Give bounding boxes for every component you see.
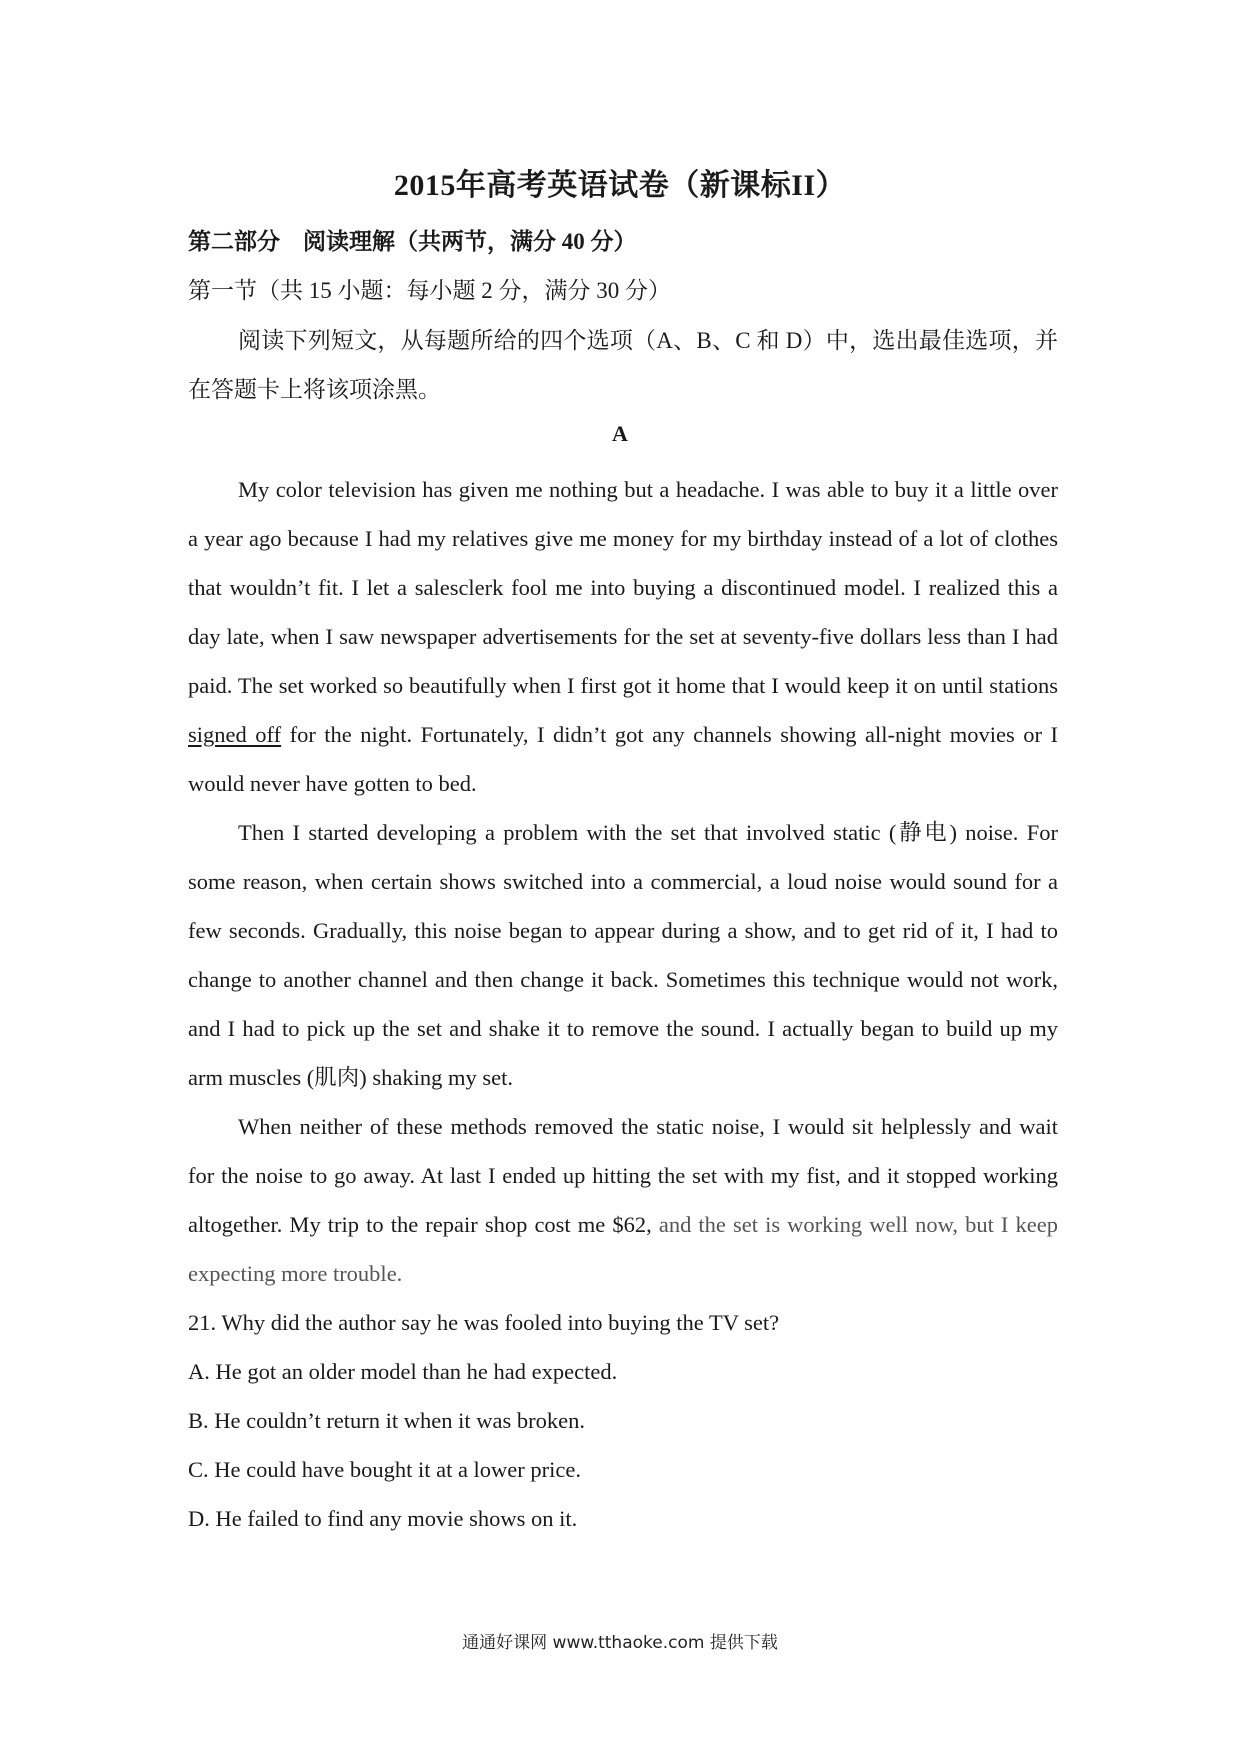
paragraph-3-text: When neither of these methods removed the static noise, I would sit helplessly and wait for the noise to go away. At last I ended up hitting the set with my fist, and it stopped working altogether. My trip to the repair shop cost me $62, <box>188 1114 1058 1237</box>
passage-paragraph-3 <box>188 1102 1058 1298</box>
option-c: C. He could have bought it at a lower price. <box>188 1457 582 1482</box>
section-heading: 第二部分 阅读理解（共两节，满分 40 分） <box>188 229 637 254</box>
option-b: B. He couldn’t return it when it was broken. <box>188 1408 586 1433</box>
paragraph-3-text-end: and the set is working well now, but I keep expecting more trouble. <box>188 1212 1058 1286</box>
paragraph-1-text-end: for the night. Fortunately, I didn’t got any channels showing all-night movies or I would never have gotten to bed. <box>188 722 1058 796</box>
option-d: D. He failed to find any movie shows on it. <box>188 1506 578 1531</box>
passage-paragraph-1 <box>188 465 1058 808</box>
passage-label: A <box>612 421 628 446</box>
exam-title: 2015年高考英语试卷（新课标II） <box>393 169 847 202</box>
underlined-phrase: signed off <box>188 722 282 747</box>
instructions: 阅读下列短文，从每题所给的四个选项（A、B、C 和 D）中，选出最佳选项，并在答题卡上将该项涂黑。 <box>188 328 1058 402</box>
option-a: A. He got an older model than he had expected. <box>188 1359 618 1384</box>
paragraph-1-text: My color television has given me nothing but a headache. I was able to buy it a little over a year ago because I had my relatives give me money for my birthday instead of a lot of clothes that wouldn’t fit. I let a salesclerk fool me into buying a discontinued model. I realized this a day late, when I saw newspaper advertisements for the set at seventy-five dollars less than I had paid. The set worked so beautifully when I first got it home that I would keep it on until stations <box>188 477 1058 698</box>
reading-passage <box>188 465 1058 1298</box>
question-21 <box>188 1298 1068 1543</box>
subsection-heading: 第一节（共 15 小题：每小题 2 分，满分 30 分） <box>188 278 671 303</box>
question-stem: 21. Why did the author say he was fooled into buying the TV set? <box>188 1310 780 1335</box>
download-footer: 通通好课网 www.tthaoke.com 提供下载 <box>462 1633 778 1653</box>
passage-paragraph-2: Then I started developing a problem with the set that involved static (静电) noise. For some reason, when certain shows switched into a commercial, a loud noise would sound for a few seconds. Gradually, this noise began to appear during a show, and to get rid of it, I had to change to another channel and then change it back. Sometimes this technique would not work, and I had to pick up the set and shake it to remove the sound. I actually began to build up my arm muscles (肌肉) shaking my set. <box>188 820 1058 1090</box>
